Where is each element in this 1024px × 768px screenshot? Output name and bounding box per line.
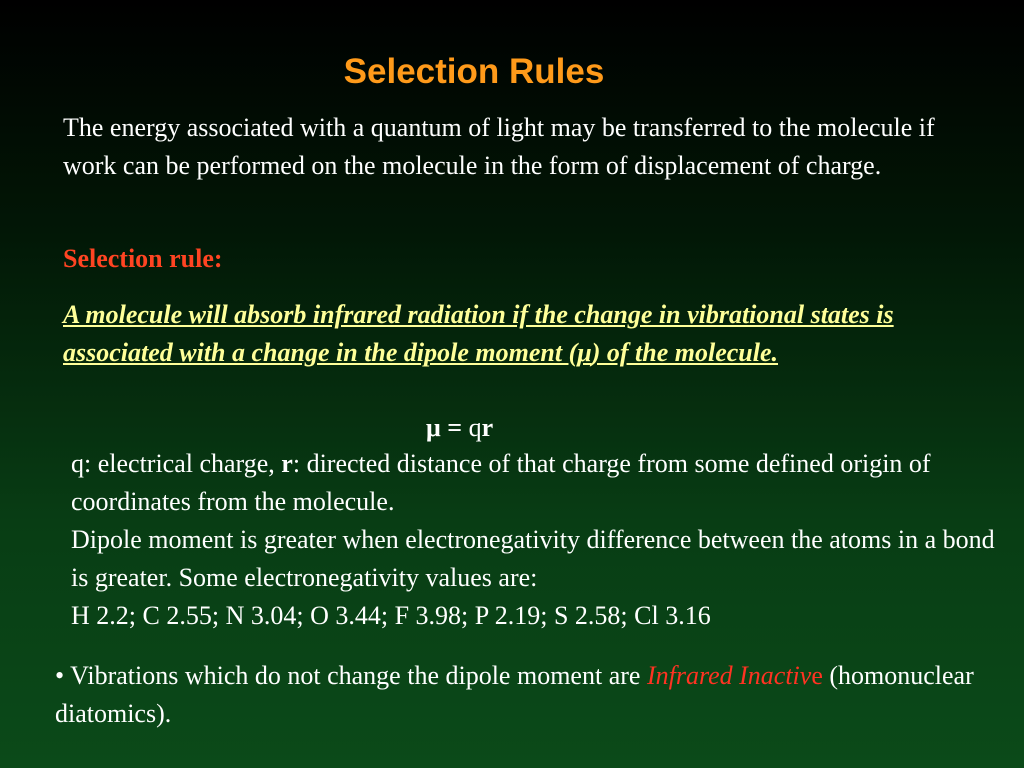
equation-mu: μ — [426, 413, 441, 442]
r-symbol: r — [281, 449, 293, 478]
bullet-marker: • — [55, 661, 65, 690]
intro-paragraph: The energy associated with a quantum of light may be transferred to the molecule if work can be performed on the molecule in the form of displacement of charge. — [63, 113, 935, 180]
dipole-note: Dipole moment is greater when electronegativity difference between the atoms in a bond is greater. Some electronegativity values are: — [71, 525, 995, 592]
infrared-inactive-term: Infrared Inactiv — [646, 661, 812, 690]
charge-distance-definition — [71, 445, 1001, 521]
bullet-text-end: (homonuclear diatomics). — [55, 661, 974, 728]
r-definition: : directed distance of that charge from some defined origin of coordinates from the molecule. — [71, 449, 931, 516]
dipole-equation — [426, 409, 493, 447]
definitions-block — [71, 445, 1001, 635]
equation-r: r — [481, 413, 494, 442]
bullet-text-start: Vibrations which do not change the dipole moment are — [64, 661, 647, 690]
selection-rule-statement — [63, 296, 983, 372]
equation-q: q — [468, 413, 482, 442]
q-definition: q: electrical charge, — [71, 449, 282, 478]
equation-equals: = — [440, 413, 469, 442]
electronegativity-values: H 2.2; C 2.55; N 3.04; O 3.44; F 3.98; P 2.19; S 2.58; Cl 3.16 — [71, 601, 711, 630]
rule-text-part1: A molecule will absorb infrared radiation if the change in vibrational states is associated with a change in the dipole moment ( — [63, 300, 894, 367]
rule-text-mu: μ — [577, 338, 592, 367]
infrared-inactive-term-tail: e — [811, 661, 823, 690]
slide-title: Selection Rules — [343, 52, 605, 91]
selection-rule-heading: Selection rule: — [63, 244, 223, 273]
rule-text-part2: ) of the molecule. — [591, 338, 779, 367]
infrared-inactive-bullet — [55, 657, 995, 733]
